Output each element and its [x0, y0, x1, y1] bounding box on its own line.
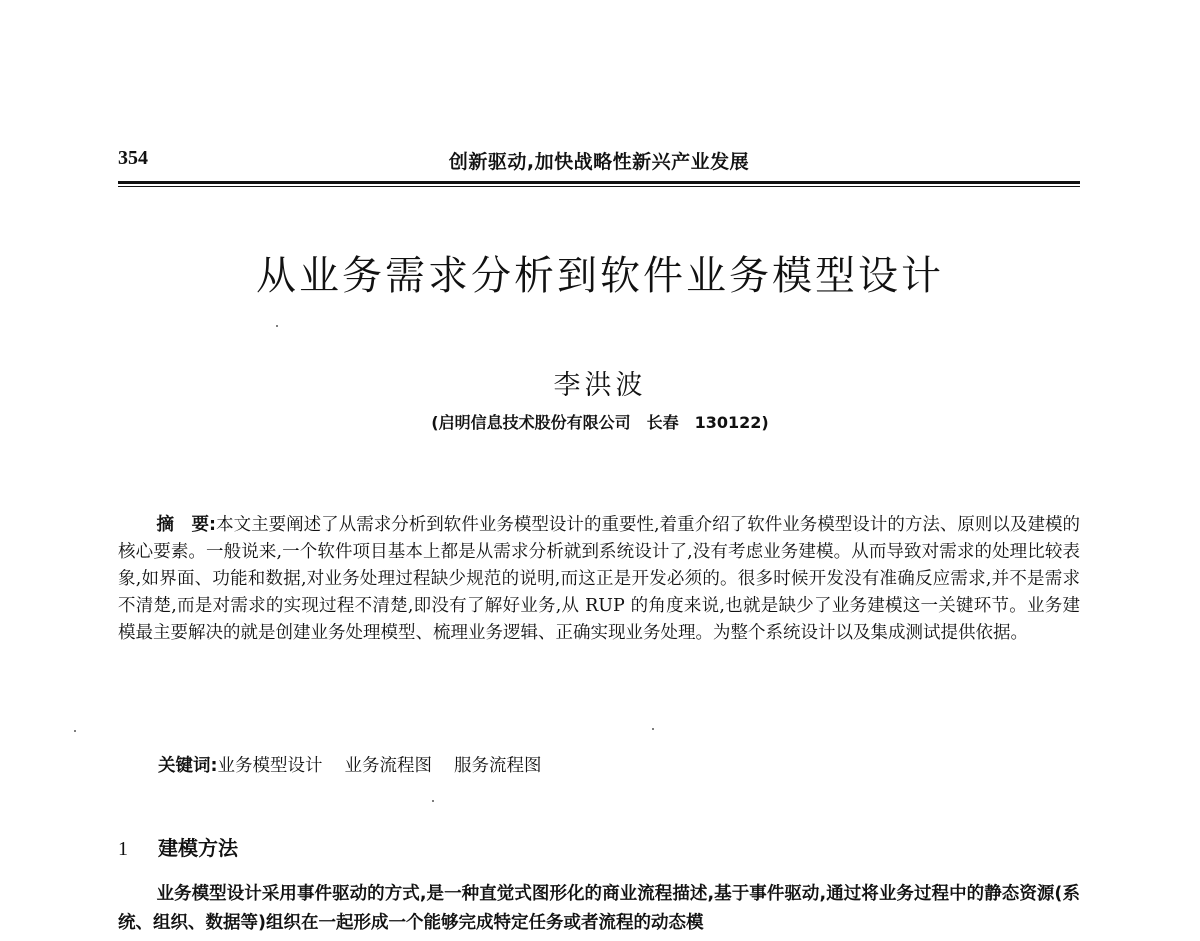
author-affiliation: (启明信息技术股份有限公司 长春 130122): [431, 413, 769, 432]
header-rule-thin: [118, 186, 1080, 187]
running-head: [118, 147, 1080, 177]
header-rule-thick: [118, 181, 1080, 184]
section-heading: [118, 832, 238, 861]
abstract-label: 摘 要:: [156, 515, 217, 535]
keywords-label: 关键词:: [158, 756, 218, 776]
keyword: 服务流程图: [454, 756, 542, 776]
scan-speck: [74, 730, 76, 732]
body-paragraph: 业务模型设计采用事件驱动的方式,是一种直觉式图形化的商业流程描述,基于事件驱动,通过将业务过程中的静态资源(系统、组织、数据等)组织在一起形成一个能够完成特定任务或者流程的动态模: [118, 884, 1080, 933]
page-number: 354: [118, 147, 148, 169]
author-name: 李洪波: [553, 370, 647, 401]
keywords: [158, 752, 564, 777]
section-title: 建模方法: [158, 836, 238, 860]
keyword: 业务模型设计: [217, 756, 323, 776]
keyword: 业务流程图: [344, 756, 432, 776]
abstract-text: 本文主要阐述了从需求分析到软件业务模型设计的重要性,着重介绍了软件业务模型设计的方法、原则以及建模的核心要素。一般说来,一个软件项目基本上都是从需求分析就到系统设计了,没有考虑业务建模。从而导致对需求的处理比较表象,如界面、功能和数据,对业务处理过程缺少规范的说明,而这正是开发必须的。很多时候开发没有准确反应需求,并不是需求不清楚,而是对需求的实现过程不清楚,即没有了解好业务,从 RUP 的角度来说,也就是缺少了业务建模这一关键环节。业务建模最主要解决的就是创建业务处理模型、梳理业务逻辑、正确实现业务处理。为整个系统设计以及集成测试提供依据。: [118, 515, 1081, 643]
scan-speck: [276, 325, 278, 327]
abstract: [118, 512, 1080, 647]
section-number: 1: [118, 838, 128, 860]
paper-title: 从业务需求分析到软件业务模型设计: [256, 253, 944, 299]
scan-speck: [652, 728, 654, 730]
scan-speck: [432, 800, 434, 802]
journal-title: 创新驱动,加快战略性新兴产业发展: [448, 151, 750, 173]
